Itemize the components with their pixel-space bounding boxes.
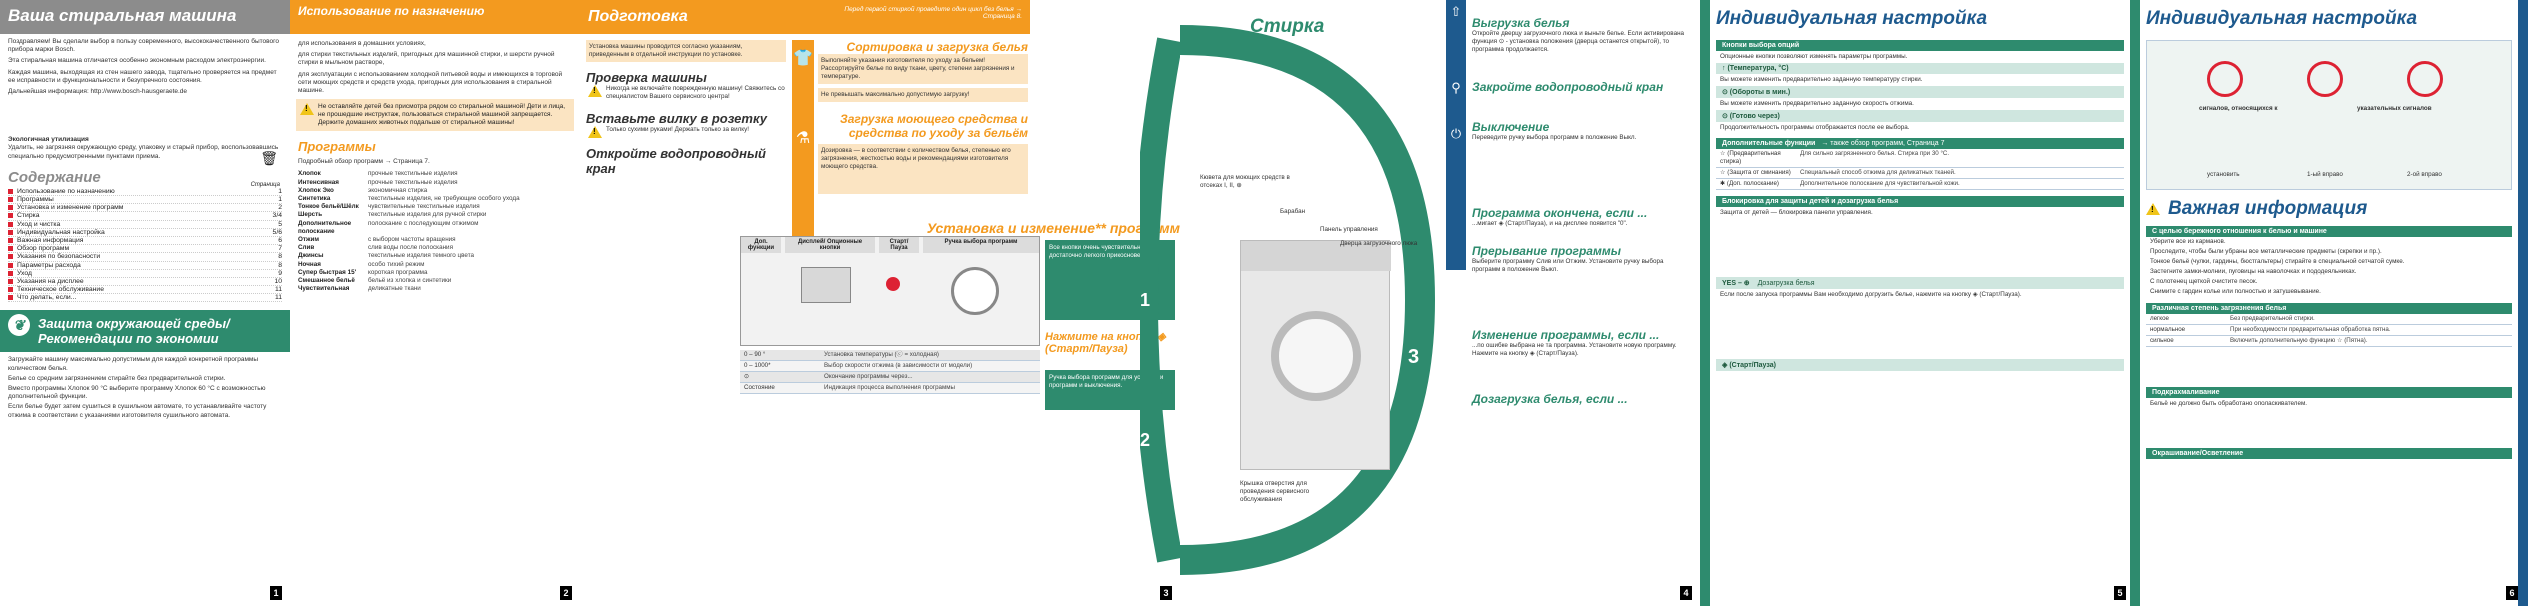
program-name: Джинсы xyxy=(298,252,324,260)
display-key: 0 – 90 ° xyxy=(744,351,766,358)
program-desc: текстильные изделия, не требующие особого ухода xyxy=(368,195,520,203)
knob-diagram-1 xyxy=(2207,61,2243,97)
label-door: Дверца загрузочного люка xyxy=(1340,240,1418,247)
page-number: 6 xyxy=(2506,586,2518,600)
switch-off-text: Переведите ручку выбора программ в положение Выкл. xyxy=(1472,134,1637,141)
program-name: Слив xyxy=(298,244,315,252)
toc-title: Содержание xyxy=(8,168,101,186)
extra-desc: Дополнительное полоскание для чувствительной кожи. xyxy=(1800,180,1960,187)
toc-label: Указания по безопасности xyxy=(17,253,101,261)
intro-link[interactable]: Дальнейшая информация: http://www.bosch-hausgeraete.de xyxy=(8,88,188,96)
toc-page: 3/4 xyxy=(272,212,282,220)
program-name: Интенсивная xyxy=(298,178,339,186)
display-row xyxy=(740,372,1040,383)
program-row xyxy=(290,269,580,277)
toc-row[interactable] xyxy=(8,237,282,245)
unload-text: Откройте дверцу загрузочного люка и выньте белье. Если активирована функция ⊙ - установка положения (дверца останется открытой), то программа продолжается. xyxy=(1472,30,1685,53)
warning-icon xyxy=(300,103,314,115)
switch-off-title: Выключение xyxy=(1472,120,1550,134)
control-panel-diagram xyxy=(740,236,1040,346)
bullet-icon xyxy=(8,263,13,268)
sort-text: Выполняйте указания изготовителя по уходу за бельем! Рассортируйте белье по виду ткани, цвету, степени загрязнения и температуре. xyxy=(818,54,1028,84)
detergent-title: Загрузка моющего средства и средства по уходу за бельём xyxy=(840,112,1028,140)
usage-head: Использование по назначению xyxy=(290,0,580,34)
intro-para: Эта стиральная машина отличается особенно экономным расходом электроэнергии. xyxy=(8,57,266,65)
lock-bar: Блокировка для защиты детей и дозагрузка белья xyxy=(1716,196,2124,207)
program-name: Тонкое бельё/Шёлк xyxy=(298,203,359,211)
program-list xyxy=(290,170,580,293)
cycle-step-1: 1 xyxy=(1140,290,1151,310)
display-screen xyxy=(801,267,851,303)
care-item: С полотенец щеткой счистите песок. xyxy=(2150,278,2258,285)
prep-title: Подготовка xyxy=(588,8,688,25)
ready-row: ⊙ (Готово через) xyxy=(1716,110,2124,122)
warning-icon xyxy=(588,126,602,138)
prep-subtitle: Перед первой стиркой проведите один цикл без белья → Страница 8. xyxy=(844,6,1022,20)
toc-page: 1 xyxy=(278,196,282,204)
page-number: 3 xyxy=(1160,586,1172,600)
panel-wash xyxy=(1180,0,1700,606)
program-row xyxy=(290,187,580,195)
option-buttons-bar: Кнопки выбора опций xyxy=(1716,40,2124,51)
side-stripe xyxy=(2130,0,2140,606)
bullet-icon xyxy=(8,238,13,243)
child-warning xyxy=(296,99,574,131)
bullet-icon xyxy=(8,295,13,300)
label-service: Крышка отверстия для проведения сервисного обслуживания xyxy=(1240,480,1310,503)
toc-page: 8 xyxy=(278,261,282,269)
env-title-text: Защита окружающей среды/ Рекомендации по экономии xyxy=(38,316,230,347)
extra-title: Дополнительные функции xyxy=(1722,140,1816,147)
env-item: Загружайте машину максимально допустимым для каждой конкретной программы количеством белья. xyxy=(8,356,259,372)
prep-header xyxy=(580,0,1030,34)
spin-text: Вы можете изменить предварительно заданную скорость отжима. xyxy=(1720,100,1914,107)
toc-page: 8 xyxy=(278,253,282,261)
dirt-desc: Включить дополнительную функцию ☆ (Пятна). xyxy=(2230,337,2368,344)
dirt-bar: Различная степень загрязнения белья xyxy=(2146,303,2512,314)
toc-page: 11 xyxy=(274,294,282,302)
env-text xyxy=(0,356,290,419)
settings-title: Индивидуальная настройка xyxy=(1716,8,1988,29)
toc-page: 1 xyxy=(278,187,282,195)
care-item: Застегните замки-молнии, пуговицы на наволочках и пододеяльниках. xyxy=(2150,268,2357,275)
yes-row xyxy=(1716,277,2124,289)
bullet-icon xyxy=(8,246,13,251)
check-title: Проверка машины xyxy=(586,70,707,85)
signal-step-2: 1-ый вправо xyxy=(2307,171,2343,178)
leaf-icon: ❦ xyxy=(8,314,30,336)
display-desc: Окончание программы через... xyxy=(824,373,913,380)
program-desc: экономичная стирка xyxy=(368,186,428,194)
extra-functions-bar xyxy=(1716,138,2124,149)
page-number: 4 xyxy=(1680,586,1692,600)
panel-usage xyxy=(290,0,580,606)
tshirt-icon: 👕 xyxy=(793,50,813,67)
program-row xyxy=(290,285,580,293)
program-desc: бельё из хлопка и синтетики xyxy=(368,277,452,285)
usage-item: для стирки текстильных изделий, пригодных для машинной стирки, и шерсти ручной стирки в мыльном растворе, xyxy=(298,51,555,67)
program-desc: прочные текстильные изделия xyxy=(368,170,458,178)
extra-row xyxy=(1716,179,2124,190)
usage-item: для использования в домашних условиях, xyxy=(298,40,426,47)
program-desc: прочные текстильные изделия xyxy=(368,178,458,186)
toc-row[interactable] xyxy=(8,262,282,270)
sort-title: Сортировка и загрузка белья xyxy=(846,40,1028,54)
signal-diagram xyxy=(2146,40,2512,190)
toc-row[interactable] xyxy=(8,229,282,237)
program-desc: особо тихий режим xyxy=(368,260,425,268)
temp-row: ↑ (Температура, °C) xyxy=(1716,63,2124,74)
tip-box: Все кнопки очень чувствительные — достаточно легкого прикосновения. xyxy=(1045,240,1175,320)
program-row xyxy=(290,252,580,260)
yes-label: YES – ⊕ xyxy=(1722,280,1750,287)
program-name: Шерсть xyxy=(298,211,323,219)
toc-list xyxy=(0,188,290,303)
interrupt-title: Прерывание программы xyxy=(1472,244,1621,258)
env-title xyxy=(0,310,290,352)
start-note: Ручка выбора программ для установки программ и выключения. xyxy=(1045,370,1175,410)
plug-title: Вставьте вилку в розетку xyxy=(586,111,767,126)
add-title: Дозагрузка белья, если ... xyxy=(1472,392,1628,406)
programs-intro: Подробный обзор программ → Страница 7. xyxy=(298,158,430,166)
usage-item: для эксплуатации с использованием холодной питьевой воды и имеющихся в торговой сети моющих средств и средств ухода, пригодных для использования в стиральной машине. xyxy=(298,70,563,95)
starch-bar: Подкрахмаливание xyxy=(2146,387,2512,398)
set-title: Установка и изменение** программ xyxy=(926,220,1180,236)
intro-para: Каждая машина, выходящая из стен нашего завода, тщательно проверяется на предмет ее исправности и функциональности и безупречного состояния. xyxy=(8,68,277,84)
intro-title: Ваша стиральная машина xyxy=(0,0,290,34)
program-name: Отжим xyxy=(298,236,320,244)
program-desc: текстильные изделия для ручной стирки xyxy=(368,211,487,219)
dirt-desc: Без предварительной стирки. xyxy=(2230,315,2315,322)
side-stripe-right xyxy=(2518,0,2528,606)
eco-text: Удалить, не загрязняя окружающую среду, упаковку и старый прибор, воспользовавшись специально предусмотренными пунктами приема. xyxy=(8,144,279,160)
program-name: Ночная xyxy=(298,260,321,268)
stirka-top: Стирка xyxy=(1250,16,1325,37)
program-row xyxy=(290,220,580,236)
program-desc: с выбором частоты вращения xyxy=(368,236,456,244)
programs-title: Программы xyxy=(298,139,376,155)
detergent-text: Дозировка — в соответствии с количеством белья, степенью его загрязнения, жесткостью воды и рекомендациями изготовителя моющего средства. xyxy=(818,144,1028,194)
dirt-table xyxy=(2146,314,2512,347)
bullet-icon xyxy=(8,205,13,210)
display-desc: Установка температуры (ⓒ = холодная) xyxy=(824,351,939,358)
signal-step-1: установить xyxy=(2207,171,2240,178)
dirt-key: легкое xyxy=(2150,315,2169,322)
toc-row[interactable] xyxy=(8,188,282,196)
label-panel: Панель управления xyxy=(1320,226,1378,233)
signal-caption: сигналов, относящихся к xyxy=(2199,105,2278,112)
done-text: ...мигает ◈ (Старт/Пауза), и на дисплее появится "0". xyxy=(1472,220,1628,227)
spin-row: ⊙ (Обороты в мин.) xyxy=(1716,86,2124,98)
washer-door xyxy=(1271,311,1361,401)
program-desc: чувствительные текстильные изделия xyxy=(368,203,480,211)
tap-close-title: Закройте водопроводный кран xyxy=(1472,80,1664,94)
toc-page: 6 xyxy=(278,237,282,245)
intro-para: Поздравляем! Вы сделали выбор в пользу современного, высококачественного бытового прибора марки Bosch. xyxy=(8,38,279,54)
warning-icon xyxy=(588,85,602,97)
interrupt-text: Выберите программу Слив или Отжим. Установите ручку выбора программ в положение Выкл. xyxy=(1472,258,1664,273)
toc-row[interactable] xyxy=(8,294,282,302)
toc-page: 2 xyxy=(278,204,282,212)
care-item: Проследите, чтобы были убраны все металлические предметы (скрепки и пр.). xyxy=(2150,248,2382,255)
bullet-icon xyxy=(8,213,13,218)
toc-row[interactable] xyxy=(8,196,282,204)
bullet-icon xyxy=(8,287,13,292)
dirt-row xyxy=(2146,314,2512,325)
bullet-icon xyxy=(8,279,13,284)
toc-label: Техническое обслуживание xyxy=(17,286,104,294)
dirt-key: нормальное xyxy=(2150,326,2186,333)
icon-strip-blue xyxy=(1446,0,1466,270)
panel-intro xyxy=(0,0,290,606)
display-key: 0 – 1000* xyxy=(744,362,771,369)
display-key: ⊙ xyxy=(744,373,750,380)
change-title: Изменение программы, если ... xyxy=(1472,328,1660,342)
knob-diagram-2 xyxy=(2307,61,2343,97)
option-buttons-text: Опционные кнопки позволяют изменять параметры программы. xyxy=(1720,53,1908,60)
important-head xyxy=(2146,198,2367,220)
extra-row xyxy=(1716,168,2124,179)
start-title-text: Нажмите на кнопку ◈ (Старт/Пауза) xyxy=(1045,331,1166,355)
program-row xyxy=(290,244,580,252)
warning-icon xyxy=(2146,203,2160,215)
check-text-body: Никогда не включайте поврежденную машину! Свяжитесь со специалистом Вашего сервисного центра! xyxy=(606,85,785,100)
toc-label: Установка и изменение программ xyxy=(17,204,124,212)
toc-label: Программы xyxy=(17,196,54,204)
toc-row[interactable] xyxy=(8,278,282,286)
toc-page: 11 xyxy=(274,286,282,294)
bullet-icon xyxy=(8,197,13,202)
tap-icon: ⚲ xyxy=(1451,80,1461,95)
program-name: Смешанное бельё xyxy=(298,277,355,285)
program-selector-knob[interactable] xyxy=(951,267,999,315)
col-start: Старт/ Пауза xyxy=(879,237,919,253)
toc-row[interactable] xyxy=(8,204,282,212)
extra-desc: Для сильно загрязненного белья. Стирка при 30 °C. xyxy=(1800,150,1950,157)
settings-title-2: Индивидуальная настройка xyxy=(2146,8,2418,29)
care-item: Тонкое бельё (чулки, гардины, бюстгальтеры) стирайте в специальной сетчатой сумке. xyxy=(2150,258,2405,265)
yes-sub: Дозагрузка белья xyxy=(1757,280,1815,287)
toc-label: Важная информация xyxy=(17,237,84,245)
toc-page: 5 xyxy=(278,220,282,228)
yes-text: Если после запуска программы Вам необходимо догрузить белье, нажмите на кнопку ◈ (Старт/Пауза). xyxy=(1720,291,2022,298)
display-info xyxy=(740,350,1040,394)
start-row: ◈ (Старт/Пауза) xyxy=(1716,359,2124,371)
page-number: 1 xyxy=(270,586,282,600)
dirt-row xyxy=(2146,325,2512,336)
plug-text-body: Только сухими руками! Держать только за вилку! xyxy=(606,126,749,133)
cycle-step-2: 2 xyxy=(1140,430,1151,450)
cycle-step-3: 3 xyxy=(1408,346,1420,368)
display-desc: Выбор скорости отжима (в зависимости от модели) xyxy=(824,362,973,369)
ready-text: Продолжительность программы отображается после ее выбора. xyxy=(1720,124,1910,131)
toc-page: 5/6 xyxy=(272,228,282,236)
starch-text: Бельё не должно быть обработано ополаскивателем. xyxy=(2150,400,2308,407)
panel-important xyxy=(2130,0,2528,606)
program-name: Дополнительное полоскание xyxy=(298,219,352,235)
extra-note: → также обзор программ, Страница 7 xyxy=(1821,140,1945,147)
dirt-key: сильное xyxy=(2150,337,2174,344)
intro-text xyxy=(0,38,290,96)
care-item: Снимите с гардин колье или полностью и затушевывание. xyxy=(2150,288,2321,295)
toc-page: 10 xyxy=(274,277,282,285)
stirka-bottom: Стирка xyxy=(1250,572,1325,593)
program-row xyxy=(290,195,580,203)
toc-row[interactable] xyxy=(8,221,282,229)
program-name: Супер быстрая 15' xyxy=(298,268,357,276)
program-desc: полоскание с последующим отжимом xyxy=(368,219,479,227)
program-desc: слив воды после полоскания xyxy=(368,244,453,252)
program-row xyxy=(290,277,580,285)
program-row xyxy=(290,211,580,219)
side-stripe xyxy=(1700,0,1710,606)
program-row xyxy=(290,170,580,178)
toc-label: Стирка xyxy=(17,212,40,220)
bullet-icon xyxy=(8,222,13,227)
extra-key: ☆ (Предварительная стирка) xyxy=(1720,150,1781,165)
sort-note: Не превышать максимально допустимую загрузку! xyxy=(818,88,1028,102)
dirt-row xyxy=(2146,336,2512,347)
toc-label: Индивидуальная настройка xyxy=(17,228,105,236)
extra-key: ✱ (Доп. полоскание) xyxy=(1720,180,1779,187)
change-text: ...по ошибке выбрана не та программа. Установите новую программу. Нажмите на кнопку ◈ (Старт/Пауза). xyxy=(1472,342,1677,357)
col-selector: Ручка выбора программ xyxy=(923,237,1039,253)
toc-page-label: Страница xyxy=(250,181,280,188)
prep-note: Установка машины проводится согласно указаниям, приведенным в отдельной инструкции по установке. xyxy=(586,40,786,62)
toc-label: Использование по назначению xyxy=(17,187,115,195)
bullet-icon xyxy=(8,254,13,259)
care-list xyxy=(2146,237,2512,297)
dye-bar: Окрашивание/Осветление xyxy=(2146,448,2512,459)
label-drum: Барабан xyxy=(1280,208,1306,215)
bullet-icon xyxy=(8,230,13,235)
display-row xyxy=(740,350,1040,361)
unload-title: Выгрузка белья xyxy=(1472,16,1570,30)
washer-illustration xyxy=(1240,240,1390,470)
plug-text xyxy=(586,126,786,134)
bullet-icon xyxy=(8,271,13,276)
program-desc: короткая программа xyxy=(368,268,428,276)
signal-step-3: 2-ой вправо xyxy=(2407,171,2442,178)
label-drawer: Кювета для моющих средств в отсеках I, II, ⊕ xyxy=(1200,174,1290,189)
warning-text: Не оставляйте детей без присмотра рядом со стиральной машиной! Дети и лица, не прошедшие инструктаж, пользоваться стиральной машиной запрещается. Держите домашних животных подальше от стиральной машины! xyxy=(318,103,566,127)
toc-label: Указания на дисплее xyxy=(17,277,84,285)
dirt-desc: При необходимости предварительная обработка пятна. xyxy=(2230,326,2391,333)
program-name: Хлопок Эко xyxy=(298,186,334,194)
page-number: 2 xyxy=(560,586,572,600)
toc-label: Что делать, если... xyxy=(17,294,77,302)
eco-head: Экологичная утилизация xyxy=(8,136,89,144)
unload-icon: ⇧ xyxy=(1450,4,1462,19)
panel-settings xyxy=(1700,0,2130,606)
detergent-icon: ⚗ xyxy=(795,130,811,147)
care-item: Уберите все из карманов. xyxy=(2150,238,2226,245)
extra-desc: Специальный способ отжима для деликатных тканей. xyxy=(1800,169,1956,176)
program-name: Хлопок xyxy=(298,170,321,178)
extra-row xyxy=(1716,149,2124,168)
toc-row[interactable] xyxy=(8,270,282,278)
col-extras: Доп. функции xyxy=(741,237,781,253)
program-row xyxy=(290,179,580,187)
program-name: Синтетика xyxy=(298,195,331,203)
lock-text: Защита от детей — блокировка панели управления. xyxy=(1720,209,1873,216)
program-name: Чувствительная xyxy=(298,285,350,293)
toc-row[interactable] xyxy=(8,212,282,220)
check-text xyxy=(586,85,786,101)
start-pause-button[interactable] xyxy=(886,277,900,291)
temp-text: Вы можете изменить предварительно заданную температуру стирки. xyxy=(1720,76,1923,83)
panel-prep xyxy=(580,0,1180,606)
knob-diagram-3 xyxy=(2407,61,2443,97)
toc-row[interactable] xyxy=(8,286,282,294)
display-row xyxy=(740,361,1040,372)
toc-page: 9 xyxy=(278,269,282,277)
display-key: Состояние xyxy=(744,384,775,391)
toc-page: 7 xyxy=(278,245,282,253)
toc-label: Уход и чистка xyxy=(17,220,61,228)
toc-label: Уход xyxy=(17,269,32,277)
bin-icon: 🗑 xyxy=(260,150,278,166)
important-title: Важная информация xyxy=(2168,198,2368,219)
env-item: Если белье будет затем сушиться в сушильном автомате, то устанавливайте частоту отжима в соответствии с указаниями изготовителя сушильного автомата. xyxy=(8,403,267,419)
done-title: Программа окончена, если ... xyxy=(1472,206,1648,220)
env-item: Белье со средним загрязнением стирайте без предварительной стирки. xyxy=(8,374,226,382)
care-bar: С целью бережного отношения к белью и машине xyxy=(2146,226,2512,237)
env-item: Вместо программы Хлопок 90 °C выберите программу Хлопок 60 °C с возможностью дополнительной функции. xyxy=(8,385,266,401)
page-number: 5 xyxy=(2114,586,2126,600)
display-desc: Индикация процесса выполнения программы xyxy=(824,384,955,391)
program-row xyxy=(290,236,580,244)
power-icon: ⏻ xyxy=(1450,126,1462,141)
extra-functions-table xyxy=(1716,149,2124,190)
signal-caption-2: указательных сигналов xyxy=(2357,105,2432,112)
program-desc: деликатные ткани xyxy=(368,285,421,293)
toc-label: Обзор программ xyxy=(17,245,70,253)
toc-row[interactable] xyxy=(8,253,282,261)
tap-title: Откройте водопроводный кран xyxy=(586,146,766,176)
extra-key: ☆ (Защита от сминания) xyxy=(1720,169,1791,176)
usage-list xyxy=(290,40,580,95)
col-display: Дисплей/ Опционные кнопки xyxy=(785,237,875,253)
program-row xyxy=(290,261,580,269)
bullet-icon xyxy=(8,189,13,194)
toc-label: Параметры расхода xyxy=(17,261,81,269)
program-desc: текстильные изделия темного цвета xyxy=(368,252,475,260)
display-row xyxy=(740,383,1040,394)
